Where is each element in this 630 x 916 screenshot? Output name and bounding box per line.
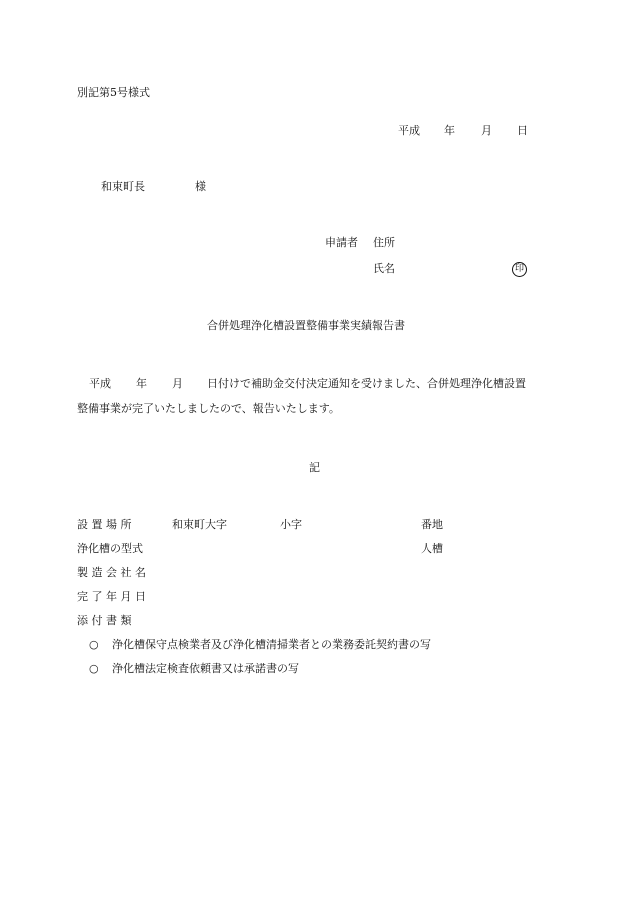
body-line2: 整備事業が完了いたしましたので、報告いたします。 [77, 402, 340, 415]
attachment-bullet: ○ [89, 638, 99, 651]
attachment-item: 浄化槽保守点検業者及び浄化槽清掃業者との業務委託契約書の写 [112, 638, 431, 651]
location-koaza: 小字 [280, 518, 302, 531]
applicant-address-label: 住所 [373, 236, 395, 249]
document-title: 合併処理浄化槽設置整備事業実績報告書 [207, 319, 405, 332]
addressee-honorific: 様 [195, 180, 206, 193]
attachments-label: 添 付 書 類 [77, 614, 132, 627]
applicant-label: 申請者 [325, 236, 358, 249]
attachment-bullet: ○ [89, 662, 99, 675]
date-day: 日 [517, 124, 528, 137]
seal-mark: 印 [512, 262, 527, 277]
body-era: 平成 [89, 377, 111, 390]
form-number: 別記第5号様式 [77, 86, 150, 99]
addressee-name: 和束町長 [101, 180, 145, 193]
date-month: 月 [481, 124, 492, 137]
ki-heading: 記 [309, 461, 320, 474]
location-town: 和束町大字 [172, 518, 227, 531]
manufacturer-label: 製 造 会 社 名 [77, 566, 146, 579]
body-year: 年 [136, 377, 147, 390]
body-month: 月 [172, 377, 183, 390]
date-era: 平成 [398, 124, 420, 137]
date-year: 年 [444, 124, 455, 137]
seal-icon [512, 261, 527, 277]
model-unit: 人槽 [421, 542, 443, 555]
model-label: 浄化槽の型式 [77, 542, 143, 555]
location-label: 設 置 場 所 [77, 518, 132, 531]
attachment-item: 浄化槽法定検査依頼書又は承諾書の写 [112, 662, 299, 675]
applicant-name-label: 氏名 [373, 262, 395, 275]
location-banchi: 番地 [421, 518, 443, 531]
body-line1-rest: 日付けで補助金交付決定通知を受けました、合併処理浄化槽設置 [207, 377, 526, 390]
completion-date-label: 完 了 年 月 日 [77, 590, 146, 603]
